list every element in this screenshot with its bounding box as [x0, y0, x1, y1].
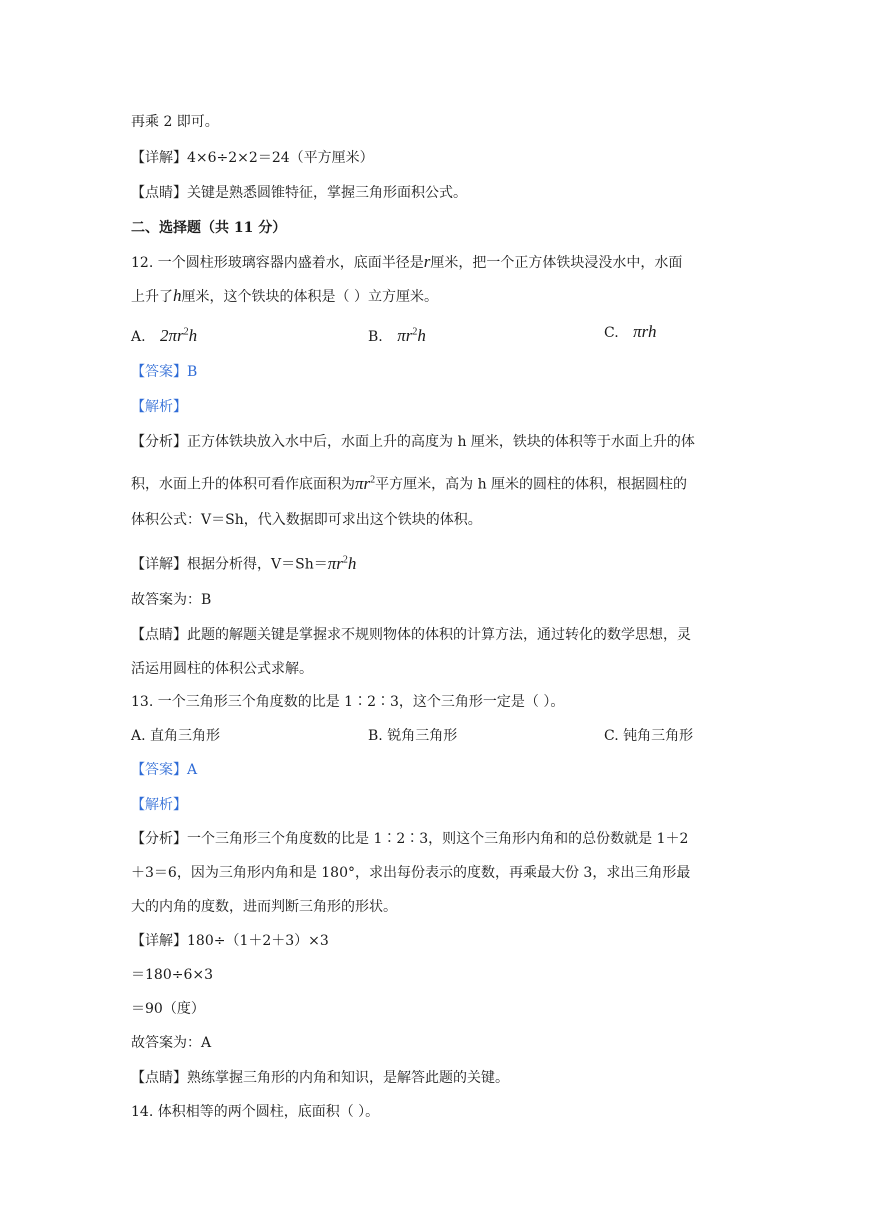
text-line: 【分析】一个三角形三个角度数的比是 1∶2∶3，则这个三角形内角和的总份数就是 1＋2: [131, 831, 689, 847]
text-line: ＋3＝6，因为三角形内角和是 180°，求出每份表示的度数，再乘最大份 3，求出三角形最: [131, 865, 691, 881]
question-12-line1: [131, 252, 682, 273]
text-segment: 【详解】根据分析得，V＝Sh＝: [131, 556, 328, 573]
text-segment: 积，水面上升的体积可看作底面积为: [131, 476, 355, 493]
text-line: 大的内角的度数，进而判断三角形的形状。: [131, 899, 397, 915]
question-12-line2: [131, 286, 438, 307]
analysis-label: 【解析】: [131, 399, 187, 415]
text-segment: 12. 一个圆柱形玻璃容器内盛着水，底面半径是: [131, 255, 424, 271]
text-line: ＝180÷6×3: [131, 967, 213, 983]
section-heading: 二、选择题（共 11 分）: [131, 220, 287, 236]
math-h: h: [173, 286, 182, 305]
option-b: [368, 322, 426, 347]
option-label: A.: [131, 328, 146, 345]
text-line: ＝90（度）: [131, 1001, 205, 1017]
option-c: C. 钝角三角形: [604, 728, 694, 744]
analysis-label: 【解析】: [131, 797, 187, 813]
text-line: 【点睛】关键是熟悉圆锥特征，掌握三角形面积公式。: [131, 185, 467, 201]
option-label: B.: [368, 328, 383, 345]
text-line: 【详解】180÷（1＋2＋3）×3: [131, 933, 329, 949]
option-label: C.: [604, 325, 619, 341]
option-b: B. 锐角三角形: [368, 728, 458, 744]
option-c-formula: πrh: [633, 322, 657, 341]
text-line: 【点睛】熟练掌握三角形的内角和知识，是解答此题的关键。: [131, 1070, 509, 1086]
option-c: [604, 322, 656, 343]
option-a: [131, 322, 197, 347]
text-line: [131, 470, 687, 495]
text-line: 【分析】正方体铁块放入水中后，水面上升的高度为 h 厘米，铁块的体积等于水面上升的体: [131, 434, 695, 450]
text-line: 故答案为：B: [131, 592, 212, 608]
text-line: 活运用圆柱的体积公式求解。: [131, 661, 313, 677]
question-14: 14. 体积相等的两个圆柱，底面积（ ）。: [131, 1104, 380, 1120]
text-line: 再乘 2 即可。: [131, 114, 219, 130]
math-pi-r2: $\pi r^2$: [355, 473, 376, 493]
answer-label: 【答案】A: [131, 762, 198, 778]
text-line: 故答案为：A: [131, 1035, 212, 1051]
answer-label: 【答案】B: [131, 364, 198, 380]
text-segment: 厘米，这个铁块的体积是（ ）立方厘米。: [181, 289, 438, 305]
option-b-formula: $\pi r^2h$: [397, 325, 426, 345]
math-r: r: [423, 252, 431, 271]
text-line: [131, 550, 356, 575]
question-13: 13. 一个三角形三个角度数的比是 1∶2∶3，这个三角形一定是（ ）。: [131, 694, 565, 710]
text-line: 【点睛】此题的解题关键是掌握求不规则物体的体积的计算方法，通过转化的数学思想，灵: [131, 627, 691, 643]
text-segment: 平方厘米，高为 h 厘米的圆柱的体积，根据圆柱的: [375, 476, 688, 493]
text-segment: 厘米，把一个正方体铁块浸没水中，水面: [430, 255, 683, 271]
math-pi-r2-h: $\pi r^2h$: [327, 553, 357, 573]
text-line: 【详解】4×6÷2×2＝24（平方厘米）: [131, 150, 374, 166]
text-segment: 上升了: [131, 289, 173, 305]
option-a-formula: $2\pi r^2h$: [160, 325, 198, 345]
option-a: A. 直角三角形: [131, 728, 221, 744]
text-line: 体积公式：V＝Sh，代入数据即可求出这个铁块的体积。: [131, 512, 482, 528]
